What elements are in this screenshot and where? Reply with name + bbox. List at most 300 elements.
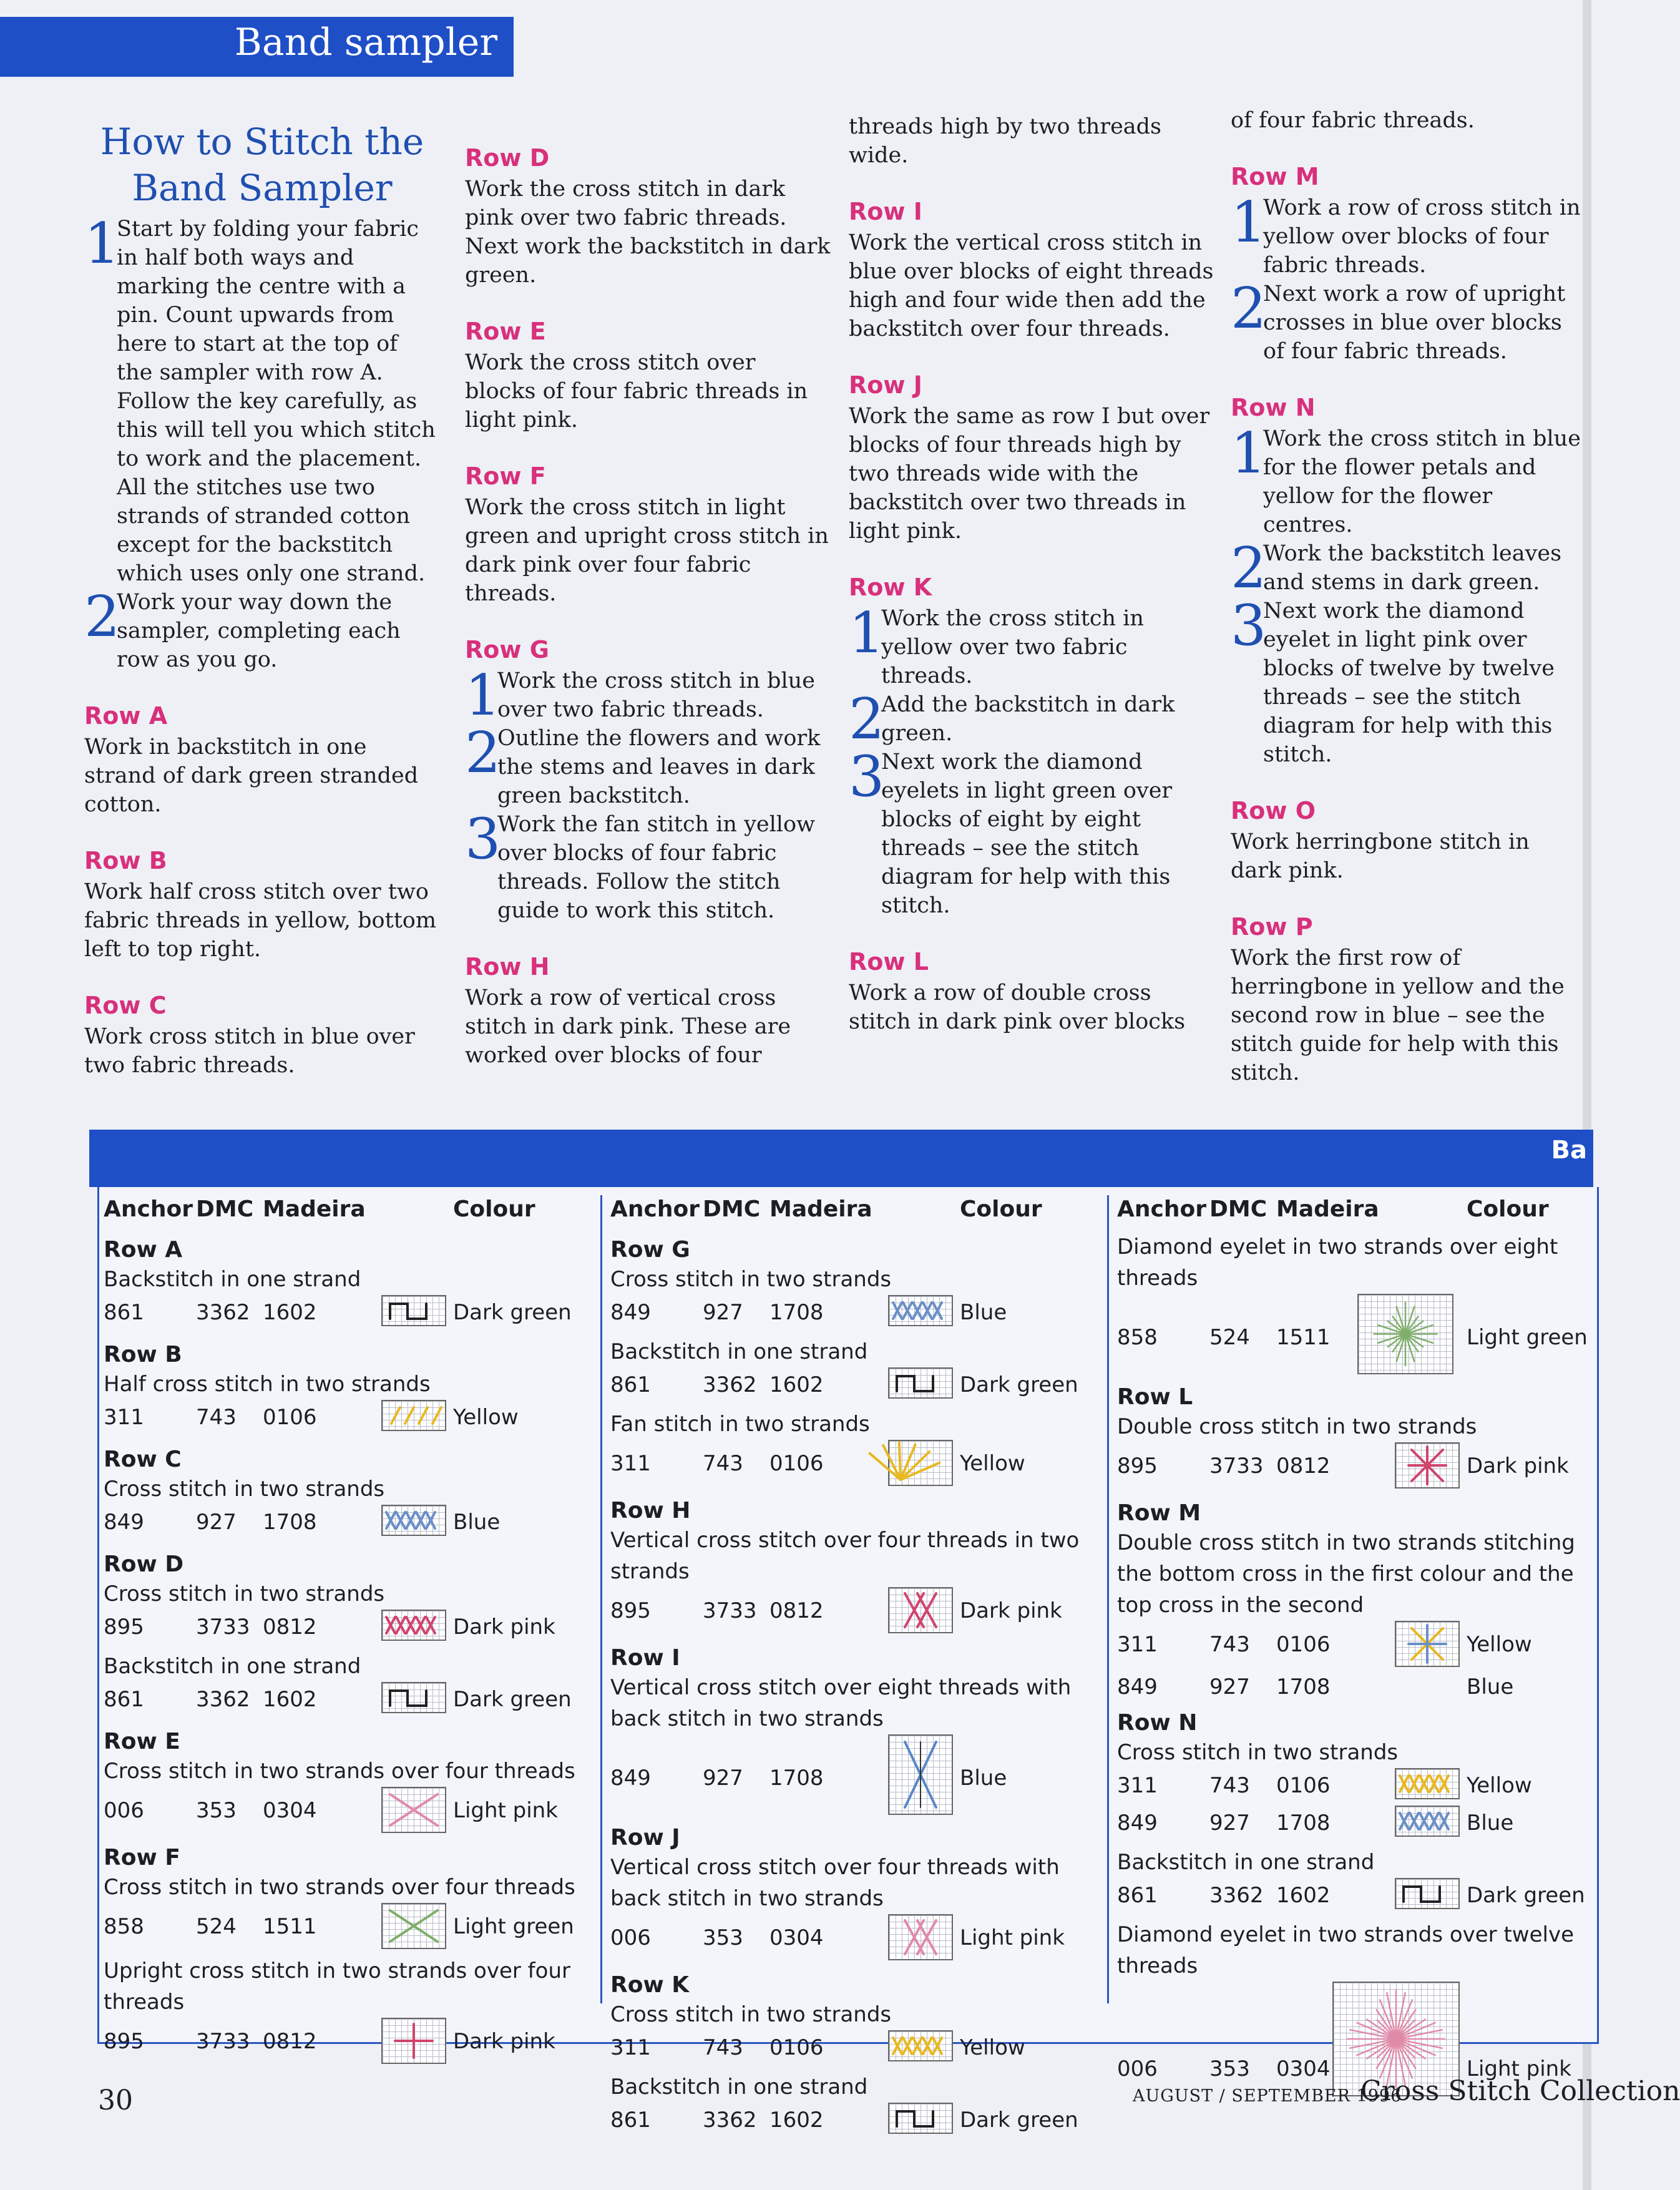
half-cross-symbol-icon bbox=[381, 1400, 446, 1431]
colour-name: Light pink bbox=[960, 1925, 1065, 1950]
colour-name: Blue bbox=[960, 1300, 1007, 1325]
dmc-number: 3362 bbox=[1209, 1883, 1264, 1908]
title-banner bbox=[0, 17, 514, 77]
key-stitch-description: Backstitch in one strand bbox=[104, 1654, 361, 1679]
madeira-number: 1708 bbox=[1276, 1811, 1331, 1836]
row-heading: Row M bbox=[1231, 163, 1319, 190]
madeira-number: 0304 bbox=[1276, 2056, 1331, 2081]
step-text: Next work the diamond eyelets in light green over blocks of eight by eight threads – see the stitch diagram for help with this stitch. bbox=[881, 750, 1173, 918]
dmc-header: DMC bbox=[703, 1196, 761, 1222]
madeira-number: 1602 bbox=[769, 1372, 824, 1397]
key-entry bbox=[1117, 1500, 1595, 1701]
dmc-number: 743 bbox=[703, 1451, 743, 1476]
dmc-number: 3362 bbox=[703, 1372, 757, 1397]
dmc-number: 3362 bbox=[196, 1300, 250, 1325]
step-number: 1 bbox=[1231, 421, 1267, 486]
step-text: Add the backstitch in dark green. bbox=[881, 692, 1175, 746]
row-text: Work the first row of herringbone in yellow and the second row in blue – see the stitch guide for help with this stitch. bbox=[1231, 946, 1565, 1085]
madeira-number: 0304 bbox=[769, 1925, 824, 1950]
key-thread-line bbox=[610, 2030, 1103, 2068]
key-entry bbox=[104, 1236, 597, 1332]
vertical-cross-symbol-icon bbox=[888, 1914, 953, 1960]
key-entry bbox=[610, 1336, 1103, 1405]
key-entry bbox=[610, 1497, 1103, 1636]
colour-name: Yellow bbox=[1467, 1632, 1532, 1657]
key-thread-line bbox=[104, 1787, 597, 1836]
anchor-number: 311 bbox=[1117, 1632, 1158, 1657]
row-text: Work half cross stitch over two fabric threads in yellow, bottom left to top right. bbox=[84, 879, 437, 962]
madeira-header: Madeira bbox=[769, 1196, 872, 1222]
row-text: Work in backstitch in one strand of dark green stranded cotton. bbox=[84, 735, 419, 817]
row-step bbox=[1231, 421, 1583, 539]
row-text-continued: threads high by two threads wide. bbox=[849, 114, 1162, 168]
key-entry bbox=[104, 1955, 597, 2066]
anchor-number: 311 bbox=[104, 1405, 144, 1430]
dmc-number: 3362 bbox=[196, 1687, 250, 1712]
dmc-number: 524 bbox=[1209, 1325, 1250, 1350]
colour-name: Blue bbox=[453, 1510, 501, 1535]
key-stitch-description: Vertical cross stitch over eight threads with back stitch in two strands bbox=[610, 1675, 1072, 1731]
row-text: Work the vertical cross stitch in blue over blocks of eight threads high and four wide then add the backstitch over four threads. bbox=[849, 230, 1214, 341]
madeira-number: 1602 bbox=[263, 1687, 317, 1712]
key-stitch-description: Backstitch in one strand bbox=[104, 1267, 361, 1292]
row-heading: Row E bbox=[465, 318, 546, 345]
key-entry bbox=[610, 2071, 1103, 2140]
dmc-number: 3733 bbox=[196, 1615, 250, 1640]
row-heading: Row P bbox=[1231, 913, 1313, 941]
row-step bbox=[465, 806, 833, 925]
dmc-header: DMC bbox=[196, 1196, 254, 1222]
row-text: Work the cross stitch in light green and upright cross stitch in dark pink over four fabric threads. bbox=[465, 495, 829, 606]
key-thread-line bbox=[610, 1587, 1103, 1636]
step-text: Next work a row of upright crosses in blue over blocks of four fabric threads. bbox=[1263, 281, 1566, 364]
instructions-column-3 bbox=[849, 112, 1217, 1036]
key-entry bbox=[610, 1972, 1103, 2068]
key-thread-line bbox=[610, 1295, 1103, 1332]
madeira-number: 0812 bbox=[263, 2029, 317, 2054]
key-thread-line bbox=[104, 2018, 597, 2066]
key-row-label: Row E bbox=[104, 1729, 180, 1754]
madeira-number: 0812 bbox=[769, 1598, 824, 1623]
dmc-number: 353 bbox=[1209, 2056, 1250, 2081]
key-stitch-description: Backstitch in one strand bbox=[610, 2075, 868, 2100]
madeira-number: 0106 bbox=[1276, 1632, 1331, 1657]
key-stitch-description: Cross stitch in two strands over four threads bbox=[104, 1759, 575, 1784]
key-entry bbox=[104, 1446, 597, 1542]
key-stitch-description: Backstitch in one strand bbox=[1117, 1850, 1375, 1875]
madeira-number: 1511 bbox=[1276, 1325, 1331, 1350]
anchor-number: 006 bbox=[1117, 2056, 1158, 2081]
key-row-label: Row D bbox=[104, 1552, 184, 1577]
dmc-header: DMC bbox=[1209, 1196, 1267, 1222]
anchor-number: 849 bbox=[1117, 1674, 1158, 1699]
anchor-header: Anchor bbox=[1117, 1196, 1206, 1222]
step-number: 1 bbox=[849, 600, 885, 666]
dmc-number: 927 bbox=[1209, 1674, 1250, 1699]
double-cross-symbol-icon bbox=[1395, 1442, 1460, 1489]
key-column-3 bbox=[1117, 1189, 1595, 2100]
dmc-number: 927 bbox=[196, 1510, 237, 1535]
dmc-number: 3733 bbox=[703, 1598, 757, 1623]
instructions-heading: How to Stitch the Band Sampler bbox=[100, 120, 424, 209]
key-entry bbox=[104, 1844, 597, 1952]
backstitch-symbol-icon bbox=[381, 1682, 446, 1713]
key-row-label: Row J bbox=[610, 1825, 680, 1850]
colour-name: Dark green bbox=[453, 1300, 572, 1325]
colour-name: Dark pink bbox=[453, 1615, 555, 1640]
anchor-number: 895 bbox=[610, 1598, 651, 1623]
step-number: 2 bbox=[1231, 535, 1267, 601]
intro-step bbox=[84, 584, 440, 674]
colour-name: Yellow bbox=[453, 1405, 519, 1430]
row-step bbox=[849, 687, 1217, 752]
anchor-number: 849 bbox=[1117, 1811, 1158, 1836]
key-thread-line bbox=[610, 1367, 1103, 1405]
key-header-label: Ba bbox=[1551, 1136, 1587, 1165]
step-number: 2 bbox=[849, 687, 885, 752]
colour-header: Colour bbox=[960, 1196, 1042, 1222]
colour-name: Blue bbox=[1467, 1674, 1514, 1699]
key-column-header bbox=[104, 1196, 597, 1228]
instructions-column-1 bbox=[84, 106, 440, 1080]
dmc-number: 353 bbox=[703, 1925, 743, 1950]
step-text: Work a row of cross stitch in yellow over blocks of four fabric threads. bbox=[1263, 195, 1581, 278]
key-entry bbox=[1117, 1847, 1595, 1915]
key-entry bbox=[1117, 1919, 1595, 2100]
madeira-number: 0106 bbox=[1276, 1773, 1331, 1798]
key-stitch-description: Upright cross stitch in two strands over four threads bbox=[104, 1958, 570, 2015]
anchor-number: 311 bbox=[610, 2035, 651, 2060]
key-thread-line bbox=[610, 1914, 1103, 1963]
key-column-divider bbox=[1107, 1195, 1109, 2003]
anchor-number: 861 bbox=[610, 2108, 651, 2133]
key-thread-line bbox=[104, 1903, 597, 1952]
dmc-number: 927 bbox=[703, 1766, 743, 1791]
key-row-label: Row B bbox=[104, 1342, 182, 1367]
banner-title: Band sampler bbox=[234, 21, 497, 64]
key-column-divider bbox=[600, 1195, 602, 2003]
dmc-number: 743 bbox=[196, 1405, 237, 1430]
anchor-number: 861 bbox=[104, 1687, 144, 1712]
key-thread-line bbox=[1117, 1768, 1595, 1806]
instructions-column-2 bbox=[465, 119, 833, 1070]
tall-cross-symbol-icon bbox=[888, 1734, 953, 1815]
madeira-number: 1708 bbox=[263, 1510, 317, 1535]
big-cross-symbol-icon bbox=[381, 1787, 446, 1833]
anchor-number: 311 bbox=[1117, 1773, 1158, 1798]
key-stitch-description: Double cross stitch in two strands bbox=[1117, 1414, 1477, 1439]
row-heading: Row D bbox=[465, 144, 550, 172]
step-number: 1 bbox=[84, 211, 120, 276]
backstitch-symbol-icon bbox=[1395, 1878, 1460, 1909]
row-heading: Row L bbox=[849, 948, 929, 975]
madeira-number: 0106 bbox=[769, 1451, 824, 1476]
key-column-header bbox=[1117, 1196, 1595, 1228]
key-stitch-description: Cross stitch in two strands bbox=[1117, 1740, 1399, 1765]
dmc-number: 927 bbox=[703, 1300, 743, 1325]
row-text: Work a row of double cross stitch in dark pink over blocks bbox=[849, 980, 1186, 1034]
key-entry bbox=[610, 1645, 1103, 1816]
anchor-number: 895 bbox=[104, 2029, 144, 2054]
key-entry bbox=[1117, 1231, 1595, 1375]
key-column-1 bbox=[104, 1189, 597, 2066]
key-entry bbox=[1117, 1384, 1595, 1491]
step-text: Work your way down the sampler, completing each row as you go. bbox=[117, 590, 401, 672]
key-thread-line bbox=[104, 1400, 597, 1437]
cross-symbol-icon bbox=[1395, 1806, 1460, 1837]
colour-name: Blue bbox=[1467, 1811, 1514, 1836]
row-text: Work the cross stitch over blocks of four fabric threads in light pink. bbox=[465, 350, 808, 433]
key-thread-line bbox=[1117, 1669, 1595, 1701]
key-stitch-description: Fan stitch in two strands bbox=[610, 1412, 870, 1437]
step-text: Work the cross stitch in blue for the flower petals and yellow for the flower centres. bbox=[1263, 426, 1581, 537]
key-thread-line bbox=[610, 1734, 1103, 1816]
anchor-number: 006 bbox=[104, 1798, 144, 1823]
row-heading: Row C bbox=[84, 992, 167, 1019]
anchor-number: 858 bbox=[1117, 1325, 1158, 1350]
colour-name: Dark green bbox=[960, 2108, 1078, 2133]
anchor-number: 849 bbox=[610, 1300, 651, 1325]
row-heading: Row K bbox=[849, 574, 932, 601]
dmc-number: 3733 bbox=[1209, 1454, 1264, 1479]
anchor-number: 895 bbox=[104, 1615, 144, 1640]
upright-cross-symbol-icon bbox=[381, 2018, 446, 2064]
double-cross-two-symbol-icon bbox=[1395, 1621, 1460, 1667]
cross-symbol-icon bbox=[1395, 1768, 1460, 1799]
instructions-column-4 bbox=[1231, 106, 1583, 1087]
key-stitch-description: Vertical cross stitch over four threads in two strands bbox=[610, 1528, 1080, 1584]
step-number: 2 bbox=[465, 720, 501, 786]
anchor-number: 849 bbox=[104, 1510, 144, 1535]
key-thread-line bbox=[610, 2103, 1103, 2140]
key-row-label: Row K bbox=[610, 1972, 690, 1998]
row-step bbox=[1231, 535, 1583, 601]
madeira-header: Madeira bbox=[1276, 1196, 1379, 1222]
dmc-number: 743 bbox=[1209, 1773, 1250, 1798]
dmc-number: 353 bbox=[196, 1798, 237, 1823]
key-column-2 bbox=[610, 1189, 1103, 2140]
step-text: Work the backstitch leaves and stems in dark green. bbox=[1263, 541, 1562, 595]
row-step bbox=[849, 744, 1217, 920]
step-text: Work the cross stitch in blue over two fabric threads. bbox=[497, 668, 815, 722]
row-step bbox=[465, 663, 833, 728]
anchor-number: 861 bbox=[1117, 1883, 1158, 1908]
key-stitch-description: Double cross stitch in two strands stitching the bottom cross in the first colour and the top cross in the second bbox=[1117, 1530, 1575, 1618]
dmc-number: 3362 bbox=[703, 2108, 757, 2133]
cross-symbol-icon bbox=[888, 2030, 953, 2061]
madeira-number: 0106 bbox=[263, 1405, 317, 1430]
step-number: 2 bbox=[84, 584, 120, 650]
key-row-label: Row H bbox=[610, 1498, 691, 1523]
colour-name: Dark pink bbox=[1467, 1454, 1569, 1479]
intro-step bbox=[84, 211, 440, 588]
row-text: Work a row of vertical cross stitch in dark pink. These are worked over blocks of four bbox=[465, 985, 791, 1068]
fan-symbol-icon bbox=[888, 1440, 953, 1486]
key-stitch-description: Backstitch in one strand bbox=[610, 1339, 868, 1364]
key-thread-line bbox=[1117, 1878, 1595, 1915]
row-heading: Row J bbox=[849, 371, 922, 399]
colour-name: Yellow bbox=[960, 1451, 1025, 1476]
key-row-label: Row F bbox=[104, 1845, 180, 1870]
madeira-number: 0812 bbox=[1276, 1454, 1331, 1479]
dmc-number: 524 bbox=[196, 1914, 237, 1939]
anchor-number: 861 bbox=[104, 1300, 144, 1325]
madeira-number: 1511 bbox=[263, 1914, 317, 1939]
madeira-header: Madeira bbox=[263, 1196, 366, 1222]
colour-name: Light pink bbox=[1467, 2056, 1571, 2081]
key-thread-line bbox=[104, 1295, 597, 1332]
key-row-label: Row A bbox=[104, 1237, 183, 1263]
step-text: Work the cross stitch in yellow over two fabric threads. bbox=[881, 606, 1144, 688]
colour-header: Colour bbox=[1467, 1196, 1549, 1222]
backstitch-symbol-icon bbox=[381, 1295, 446, 1326]
colour-name: Yellow bbox=[1467, 1773, 1532, 1798]
key-stitch-description: Half cross stitch in two strands bbox=[104, 1372, 431, 1397]
key-row-label: Row L bbox=[1117, 1384, 1193, 1410]
madeira-number: 1602 bbox=[1276, 1883, 1331, 1908]
big-cross-symbol-icon bbox=[381, 1903, 446, 1949]
row-heading: Row A bbox=[84, 702, 168, 730]
colour-name: Dark green bbox=[453, 1687, 572, 1712]
colour-name: Light pink bbox=[453, 1798, 558, 1823]
cross-symbol-icon bbox=[888, 1295, 953, 1326]
colour-name: Light green bbox=[1467, 1325, 1588, 1350]
madeira-number: 1708 bbox=[1276, 1674, 1331, 1699]
key-thread-line bbox=[1117, 1806, 1595, 1843]
key-stitch-description: Cross stitch in two strands bbox=[610, 2002, 892, 2027]
row-heading: Row B bbox=[84, 847, 167, 874]
key-entry bbox=[610, 1409, 1103, 1489]
madeira-number: 1708 bbox=[769, 1300, 824, 1325]
madeira-number: 0106 bbox=[769, 2035, 824, 2060]
key-row-label: Row G bbox=[610, 1237, 690, 1263]
madeira-number: 1708 bbox=[769, 1766, 824, 1791]
key-thread-line bbox=[1117, 1442, 1595, 1491]
row-step bbox=[849, 600, 1217, 690]
row-heading: Row O bbox=[1231, 797, 1316, 824]
row-text: Work herringbone stitch in dark pink. bbox=[1231, 829, 1530, 883]
colour-name: Dark green bbox=[960, 1372, 1078, 1397]
step-number: 1 bbox=[465, 663, 501, 728]
footer-issue-date: AUGUST / SEPTEMBER 1996 bbox=[1133, 2086, 1402, 2106]
anchor-number: 858 bbox=[104, 1914, 144, 1939]
key-header-bar bbox=[89, 1130, 1593, 1187]
vertical-cross-symbol-icon bbox=[888, 1587, 953, 1633]
key-stitch-description: Vertical cross stitch over four threads with back stitch in two strands bbox=[610, 1855, 1060, 1911]
colour-name: Yellow bbox=[960, 2035, 1025, 2060]
step-number: 3 bbox=[465, 806, 501, 872]
key-entry bbox=[104, 1551, 597, 1647]
anchor-number: 861 bbox=[610, 1372, 651, 1397]
step-text: Outline the flowers and work the stems and leaves in dark green backstitch. bbox=[497, 726, 821, 808]
row-text: Work the cross stitch in dark pink over two fabric threads. Next work the backstitch in dark green. bbox=[465, 177, 831, 288]
madeira-number: 0304 bbox=[263, 1798, 317, 1823]
step-number: 2 bbox=[1231, 276, 1267, 341]
footer-magazine-title: Cross Stitch Collection bbox=[1360, 2075, 1680, 2107]
madeira-number: 1602 bbox=[769, 2108, 824, 2133]
madeira-number: 1602 bbox=[263, 1300, 317, 1325]
colour-header: Colour bbox=[453, 1196, 535, 1222]
key-stitch-description: Cross stitch in two strands bbox=[610, 1267, 892, 1292]
page-number: 30 bbox=[98, 2085, 133, 2116]
row-text: Work the same as row I but over blocks of four threads high by two threads wide with the backstitch over two threads in light pink. bbox=[849, 404, 1210, 544]
colour-name: Blue bbox=[960, 1766, 1007, 1791]
row-step bbox=[1231, 276, 1583, 366]
row-heading: Row N bbox=[1231, 394, 1316, 421]
key-row-label: Row N bbox=[1117, 1710, 1198, 1736]
step-text: Next work the diamond eyelet in light pink over blocks of twelve by twelve threads – see the stitch diagram for help with this stitch. bbox=[1263, 599, 1555, 767]
key-entry bbox=[104, 1651, 597, 1719]
step-number: 3 bbox=[849, 744, 885, 809]
madeira-number: 0812 bbox=[263, 1615, 317, 1640]
key-column-header bbox=[610, 1196, 1103, 1228]
row-heading: Row F bbox=[465, 462, 546, 490]
eyelet-symbol-icon bbox=[1357, 1294, 1453, 1374]
dmc-number: 3733 bbox=[196, 2029, 250, 2054]
key-stitch-description: Cross stitch in two strands bbox=[104, 1477, 385, 1502]
key-thread-line bbox=[610, 1440, 1103, 1489]
dmc-number: 927 bbox=[1209, 1811, 1250, 1836]
key-thread-line bbox=[1117, 1294, 1595, 1375]
backstitch-symbol-icon bbox=[888, 2103, 953, 2134]
colour-name: Light green bbox=[453, 1914, 574, 1939]
key-row-label: Row M bbox=[1117, 1500, 1201, 1526]
anchor-number: 006 bbox=[610, 1925, 651, 1950]
row-heading: Row I bbox=[849, 198, 922, 225]
row-step bbox=[1231, 593, 1583, 769]
row-text: Work cross stitch in blue over two fabric threads. bbox=[84, 1024, 415, 1078]
anchor-number: 311 bbox=[610, 1451, 651, 1476]
colour-name: Dark pink bbox=[453, 2029, 555, 2054]
key-entry bbox=[104, 1728, 597, 1836]
backstitch-symbol-icon bbox=[888, 1367, 953, 1399]
key-thread-line bbox=[104, 1610, 597, 1647]
key-thread-line bbox=[104, 1505, 597, 1542]
anchor-number: 849 bbox=[610, 1766, 651, 1791]
key-stitch-description: Cross stitch in two strands bbox=[104, 1581, 385, 1606]
dmc-number: 743 bbox=[703, 2035, 743, 2060]
row-text-continued: of four fabric threads. bbox=[1231, 108, 1475, 133]
cross-symbol-icon bbox=[381, 1610, 446, 1641]
step-number: 1 bbox=[1231, 190, 1267, 255]
key-entry bbox=[1117, 1709, 1595, 1843]
step-number: 3 bbox=[1231, 593, 1267, 658]
row-step bbox=[465, 720, 833, 810]
key-row-label: Row I bbox=[610, 1645, 680, 1671]
key-stitch-description: Diamond eyelet in two strands over eight threads bbox=[1117, 1234, 1558, 1291]
anchor-number: 895 bbox=[1117, 1454, 1158, 1479]
key-row-label: Row C bbox=[104, 1447, 182, 1472]
colour-name: Dark green bbox=[1467, 1883, 1585, 1908]
dmc-number: 743 bbox=[1209, 1632, 1250, 1657]
key-entry bbox=[610, 1236, 1103, 1332]
key-thread-line bbox=[104, 1682, 597, 1719]
colour-name: Dark pink bbox=[960, 1598, 1062, 1623]
step-text: Start by folding your fabric in half both ways and marking the centre with a pin. Count upwards from here to start at the top of the sampler with row A. Follow the key carefully, as this will tell you which stitch to work and the placement. All the stitches use two strands of stranded cotton except for the backstitch which uses only one strand. bbox=[117, 217, 436, 586]
key-thread-line bbox=[1117, 1621, 1595, 1669]
key-entry bbox=[610, 1824, 1103, 1963]
anchor-header: Anchor bbox=[104, 1196, 193, 1222]
step-text: Work the fan stitch in yellow over blocks of four fabric threads. Follow the stitch guide to work this stitch. bbox=[497, 812, 815, 923]
key-stitch-description: Cross stitch in two strands over four threads bbox=[104, 1875, 575, 1900]
row-heading: Row G bbox=[465, 636, 549, 663]
row-step bbox=[1231, 190, 1583, 280]
row-heading: Row H bbox=[465, 953, 550, 980]
cross-symbol-icon bbox=[381, 1505, 446, 1536]
key-entry bbox=[104, 1341, 597, 1437]
anchor-header: Anchor bbox=[610, 1196, 700, 1222]
key-stitch-description: Diamond eyelet in two strands over twelve threads bbox=[1117, 1922, 1575, 1978]
